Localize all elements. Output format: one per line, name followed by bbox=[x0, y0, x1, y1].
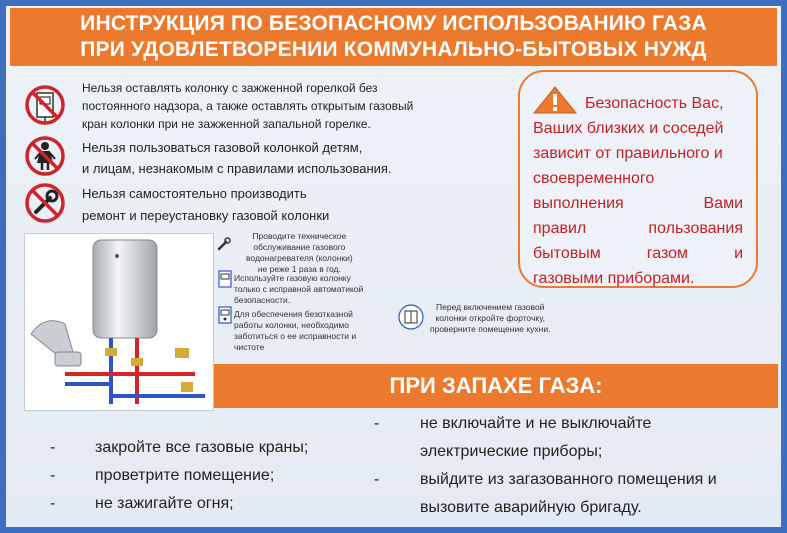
prohibition-2-text: Нельзя пользоваться газовой колонкой детям, и лицам, незнакомым с правилами использования. bbox=[82, 140, 392, 176]
wrench-icon bbox=[216, 236, 232, 252]
gas-smell-title: ПРИ ЗАПАХЕ ГАЗА: bbox=[214, 364, 778, 408]
list-item: электрические приборы; bbox=[420, 443, 603, 460]
tip-ventilation-text: Перед включением газовой колонки откройте форточку, проверните помещение кухни. bbox=[430, 302, 551, 334]
water-heater-illustration bbox=[24, 233, 214, 411]
tip-automation-text: Используйте газовую колонку только с исправной автоматикой безопасности. bbox=[234, 273, 364, 305]
title-line-1: ИНСТРУКЦИЯ ПО БЕЗОПАСНОМУ ИСПОЛЬЗОВАНИЮ ГАЗА bbox=[80, 12, 707, 35]
tip-maintenance-text: Проводите техническое обслуживание газового водонагревателя (колонки) не реже 1 раза в год. bbox=[246, 231, 353, 274]
window-icon bbox=[398, 304, 424, 330]
heater-icon bbox=[218, 270, 232, 288]
warning-text: Безопасность Вас, Ваших близких и соседей зависит от правильного и своевременного выполнения Вами правил пользования бытовым газом и газовыми приборами. bbox=[533, 86, 743, 291]
list-item: - не зажигайте огня; bbox=[50, 495, 234, 512]
gas-smell-left-list bbox=[50, 434, 308, 518]
title-line-2: ПРИ УДОВЛЕТВОРЕНИИ КОММУНАЛЬНО-БЫТОВЫХ НУЖД bbox=[80, 38, 707, 61]
prohibition-1-text: Нельзя оставлять колонку с зажженной горелкой без постоянного надзора, а также оставлять открытым газовый кран колонки при не зажженной запальной горелке. bbox=[82, 81, 414, 131]
prohibition-3-text: Нельзя самостоятельно производить ремонт и переустановку газовой колонки bbox=[82, 186, 330, 223]
list-item: вызовите аварийную бригаду. bbox=[420, 499, 642, 516]
heater-check-icon bbox=[218, 306, 232, 324]
page-title bbox=[10, 8, 777, 66]
no-children-icon bbox=[24, 135, 66, 177]
warning-triangle-icon bbox=[533, 86, 577, 114]
list-item: - не включайте и не выключайте bbox=[374, 415, 652, 432]
list-item: - проветрите помещение; bbox=[50, 467, 275, 484]
gas-smell-right-list bbox=[374, 410, 717, 522]
list-item: - выйдите из загазованного помещения и bbox=[374, 471, 717, 488]
no-wrench-icon bbox=[24, 182, 66, 224]
tip-cleanliness-text: Для обеспечения безотказной работы колонки, необходимо заботиться о ее исправности и чистоте bbox=[234, 309, 357, 352]
water-heater-image bbox=[25, 234, 215, 412]
no-unattended-heater-icon bbox=[24, 84, 66, 126]
list-item: - закройте все газовые краны; bbox=[50, 439, 309, 456]
